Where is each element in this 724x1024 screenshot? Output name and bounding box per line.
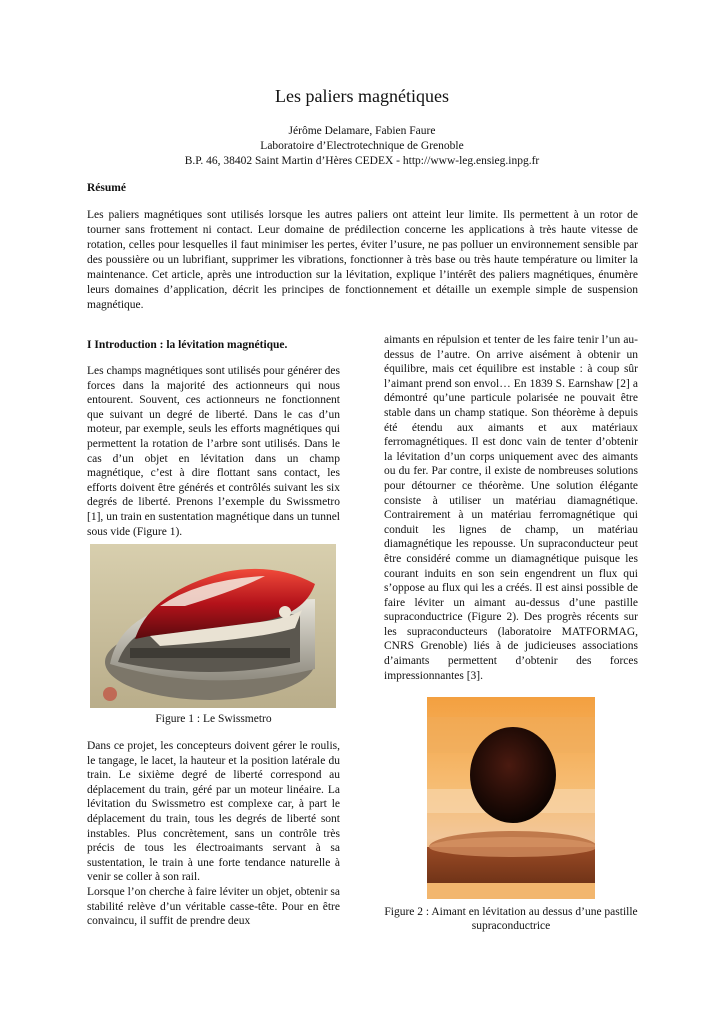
project-paragraph	[87, 739, 340, 929]
paragraph-roll-pitch: Dans ce projet, les concepteurs doivent gérer le roulis, le tangage, le lacet, la hauteur et la position latérale du train. Le sixième degré de liberté correspond au déplacement du train, géré par un moteur linéaire. La lévitation du Swissmetro est complexe car, à part le déplacement du train, tous les degrés de liberté sont instables. Plus concrètement, sans un contrôle très précis de tous les électroaimants servant à sa sustentation, le train à une forte tendance naturelle à venir se coller à son rail.	[87, 740, 340, 884]
figure-swissmetro	[90, 544, 336, 708]
section-heading: I Introduction : la lévitation magnétique.	[87, 339, 288, 351]
figure-levitating-magnet	[427, 697, 595, 899]
abstract-text: Les paliers magnétiques sont utilisés lorsque les autres paliers ont atteint leur limite. Ils permettent à un rotor de tourner sans frottement ni contact. Leur domaine de prédilection concerne les applications à très haute vitesse de rotation, celles pour lesquelles il faut minimiser les pertes, éviter l’usure, ne pas polluer un environnement sensible par des poussière ou un lubrifiant, supprimer les vibrations, fonctionner à très base ou très haute température ou limiter la maintenance. Cet article, après une introduction sur la lévitation, explique l’intérêt des paliers magnétiques, énumère leurs domaines d’application, décrit les principes de fonctionnement et détaille un exemple simple de suspension magnétique.	[87, 209, 638, 311]
author-lab: Laboratoire d’Electrotechnique de Grenoble	[260, 140, 464, 152]
paper-title: Les paliers magnétiques	[275, 86, 449, 106]
figure1-caption: Figure 1 : Le Swissmetro	[155, 713, 272, 725]
paragraph-levitation-stability: Lorsque l’on cherche à faire léviter un objet, obtenir sa stabilité relève d’un véritable casse-tête. Pour en être convaincu, il suffit de prendre deux	[87, 885, 340, 928]
author-address: B.P. 46, 38402 Saint Martin d’Hères CEDEX - http://www-leg.ensieg.inpg.fr	[184, 155, 540, 167]
magnet-photo	[427, 697, 595, 899]
figure2-caption: Figure 2 : Aimant en lévitation au dessus d’une pastille supraconductrice	[384, 906, 638, 932]
swissmetro-illustration	[90, 544, 336, 708]
earnshaw-paragraph: aimants en répulsion et tenter de les faire tenir l’un au-dessus de l’autre. On arrive aisément à obtenir un équilibre, mais cet équilibre est instable : à coup sûr l’aimant prend son envol… En 1839 S. Earnshaw [2] a démontré qu’une particule polarisée ne pouvait être stable dans un champ statique. Son théorème à depuis été étendu aux aimants et aux matériaux ferromagnétiques. Il est donc vain de tenter d’obtenir la lévitation d’un corps uniquement avec des aimants ou du fer. Par contre, il existe de nombreuses solutions pour détourner ce théorème. Une solution élégante consiste à utiliser un matériau diamagnétique. Contrairement à un matériau ferromagnétique qui conduit les lignes de champ, un matériau diamagnétique les repousse. Un supraconducteur peut être considéré comme un diamagnétique puisque les courant induits en son sein engendrent un flux qui s’oppose au flux qui les a créés. Il est ainsi possible de faire léviter un aimant au-dessus d’une pastille supraconductrice (Figure 2). Des progrès récents sur les supraconducteurs (laboratoire MATFORMAG, CNRS Grenoble) liés à de judicieuses associations d’aimants permettent d’obtenir des forces impressionnantes [3].	[384, 334, 638, 682]
author-names: Jérôme Delamare, Fabien Faure	[288, 125, 436, 137]
author-block	[0, 124, 724, 169]
abstract-heading: Résumé	[87, 182, 126, 194]
intro-paragraph: Les champs magnétiques sont utilisés pour générer des forces dans la majorité des actionneurs qui nous entourent. Souvent, ces actionneurs ne fonctionnent que suivant un degré de liberté. Dans le cas d’un moteur, par exemple, seuls les efforts magnétiques qui permettent la rotation de l’arbre sont utilisés. Dans le cas d’un objet en lévitation dans un champ magnétique, c’est à dire flottant sans contact, les efforts doivent être générés et contrôlés suivant les six degrés de liberté. Prenons l’exemple du Swissmetro [1], un train en sustentation magnétique dans un tunnel sous vide (Figure 1).	[87, 365, 340, 538]
